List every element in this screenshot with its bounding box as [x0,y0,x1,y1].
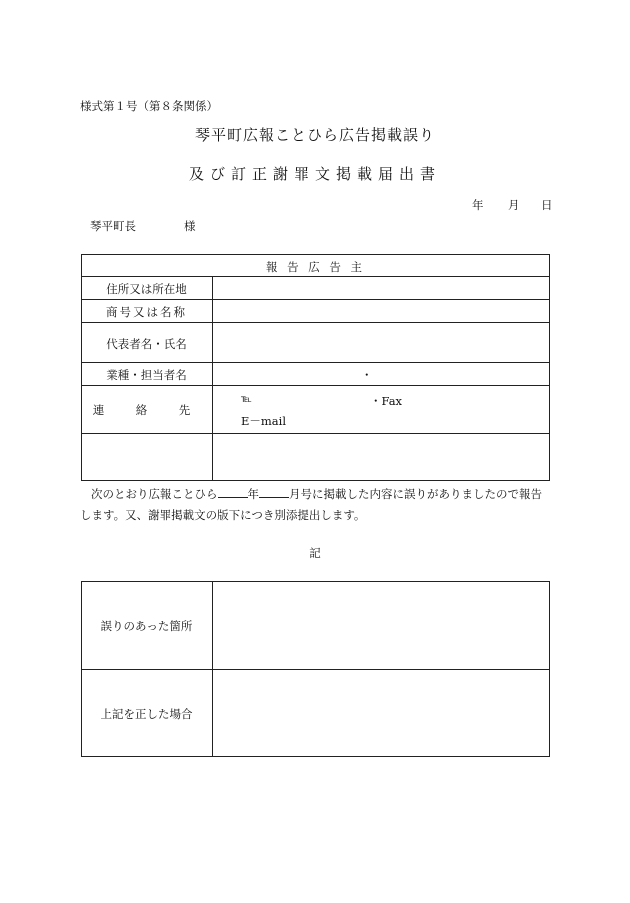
value-industry-separator: ・ [361,368,373,382]
table-column-divider [212,276,213,481]
month-blank[interactable] [259,485,289,498]
statement-part1: 次のとおり広報ことひら [91,487,218,501]
date-year: 年 [472,198,484,212]
label-representative: 代表者名・氏名 [106,337,187,351]
table-divider [81,276,550,277]
date-day: 日 [541,198,553,212]
label-contact: 連 絡 先 [92,403,201,417]
form-number: 様式第１号（第８条関係） [80,99,218,113]
value-fax: ・Fax [370,394,403,408]
label-address: 住所又は所在地 [106,282,187,296]
label-industry-contact: 業種・担当者名 [106,368,187,382]
value-tel: ℡ [241,394,252,405]
table-divider [81,385,550,386]
table-divider [81,433,550,434]
label-error-location: 誤りのあった箇所 [100,619,193,633]
document-title-line1: 琴平町広報ことひら広告掲載誤り [194,126,435,144]
table-divider [81,299,550,300]
table-divider [81,362,550,363]
table-divider [81,322,550,323]
statement-part3: 月号に掲載した内容に誤りがありましたので報告します。又、謝罪掲載文の版下につき別添提出します。 [80,487,542,522]
date-month: 月 [508,198,520,212]
label-company-name: 商号又は名称 [106,305,187,319]
statement-part2: 年 [247,487,259,501]
reporter-table-heading: 報 告 広 告 主 [265,260,366,274]
table-divider [81,669,550,670]
table-column-divider [212,581,213,757]
ki-heading: 記 [309,546,321,560]
label-correction: 上記を正した場合 [100,707,193,721]
addressee-name: 琴平町長 [90,219,136,233]
year-blank[interactable] [218,485,248,498]
addressee-honorific: 様 [184,219,196,233]
value-email: E－mail [241,414,287,428]
report-statement [80,484,552,526]
document-title-line2: 及び訂正謝罪文掲載届出書 [188,165,441,183]
addressee [90,218,196,234]
